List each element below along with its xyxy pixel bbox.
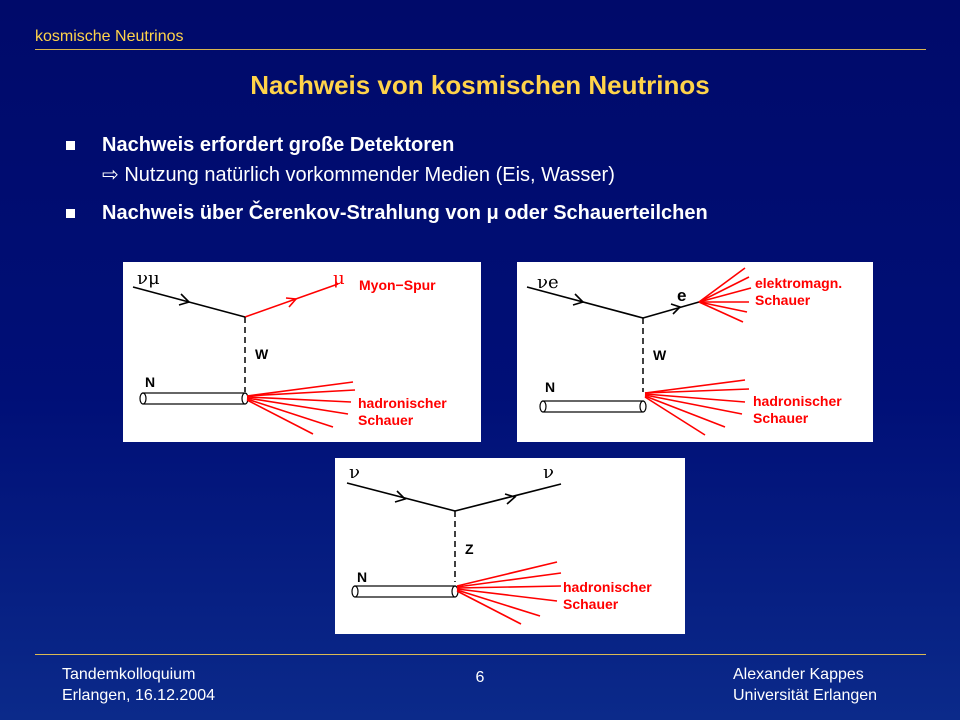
bullet-subtext: ⇨ Nutzung natürlich vorkommender Medien (Eis, Wasser) xyxy=(102,164,615,186)
bullet-item-detectors xyxy=(66,130,946,190)
bullet-text: Nachweis über Čerenkov-Strahlung von μ oder Schauerteilchen xyxy=(102,202,708,224)
shower-label-line2: Schauer xyxy=(563,596,619,612)
shower-label-line1: hadronischer xyxy=(753,393,842,409)
neutrino-in-label: ν xyxy=(349,462,360,483)
boson-label: W xyxy=(255,346,269,362)
footer-right xyxy=(733,664,877,706)
footer-event: Tandemkolloquium xyxy=(62,666,196,683)
muon-label: μ xyxy=(333,268,345,289)
muon-track-label: Myon−Spur xyxy=(359,277,436,293)
shower-label-line1: hadronischer xyxy=(563,579,652,595)
feynman-diagram-electron-svg xyxy=(517,262,873,442)
boson-label: Z xyxy=(465,541,474,557)
bullet-text: Nachweis erfordert große Detektoren xyxy=(102,134,455,156)
neutrino-label: νe xyxy=(537,272,559,293)
bullet-square-icon xyxy=(66,141,75,150)
shower-label-line2: Schauer xyxy=(753,410,809,426)
electron-label: e xyxy=(677,286,687,305)
feynman-diagram-electron xyxy=(517,262,873,442)
nucleon-label: N xyxy=(357,569,368,585)
shower-label-line1: hadronischer xyxy=(358,395,447,411)
shower-label-line2: Schauer xyxy=(358,412,414,428)
bullet-list xyxy=(66,130,946,236)
header-divider xyxy=(35,49,926,50)
footer-author: Alexander Kappes xyxy=(733,666,864,683)
em-shower-label-line1: elektromagn. xyxy=(755,275,843,291)
nucleon-label: N xyxy=(145,374,156,390)
section-label: kosmische Neutrinos xyxy=(35,28,184,45)
boson-label: W xyxy=(653,347,667,363)
feynman-diagram-muon-svg xyxy=(123,262,481,442)
feynman-diagram-neutral-current-svg xyxy=(335,458,685,634)
bullet-square-icon xyxy=(66,209,75,218)
em-shower-label-line2: Schauer xyxy=(755,292,811,308)
page-number: 6 xyxy=(475,669,485,686)
slide-title: Nachweis von kosmischen Neutrinos xyxy=(250,70,710,100)
footer-affiliation: Universität Erlangen xyxy=(733,687,878,704)
bullet-item-cerenkov xyxy=(66,198,946,228)
neutrino-out-label: ν xyxy=(543,462,554,483)
feynman-diagram-muon xyxy=(123,262,481,442)
footer-divider xyxy=(35,654,926,655)
feynman-diagram-neutral-current xyxy=(335,458,685,634)
footer-place-date: Erlangen, 16.12.2004 xyxy=(62,687,216,704)
neutrino-label: νμ xyxy=(137,268,160,289)
nucleon-label: N xyxy=(545,379,556,395)
